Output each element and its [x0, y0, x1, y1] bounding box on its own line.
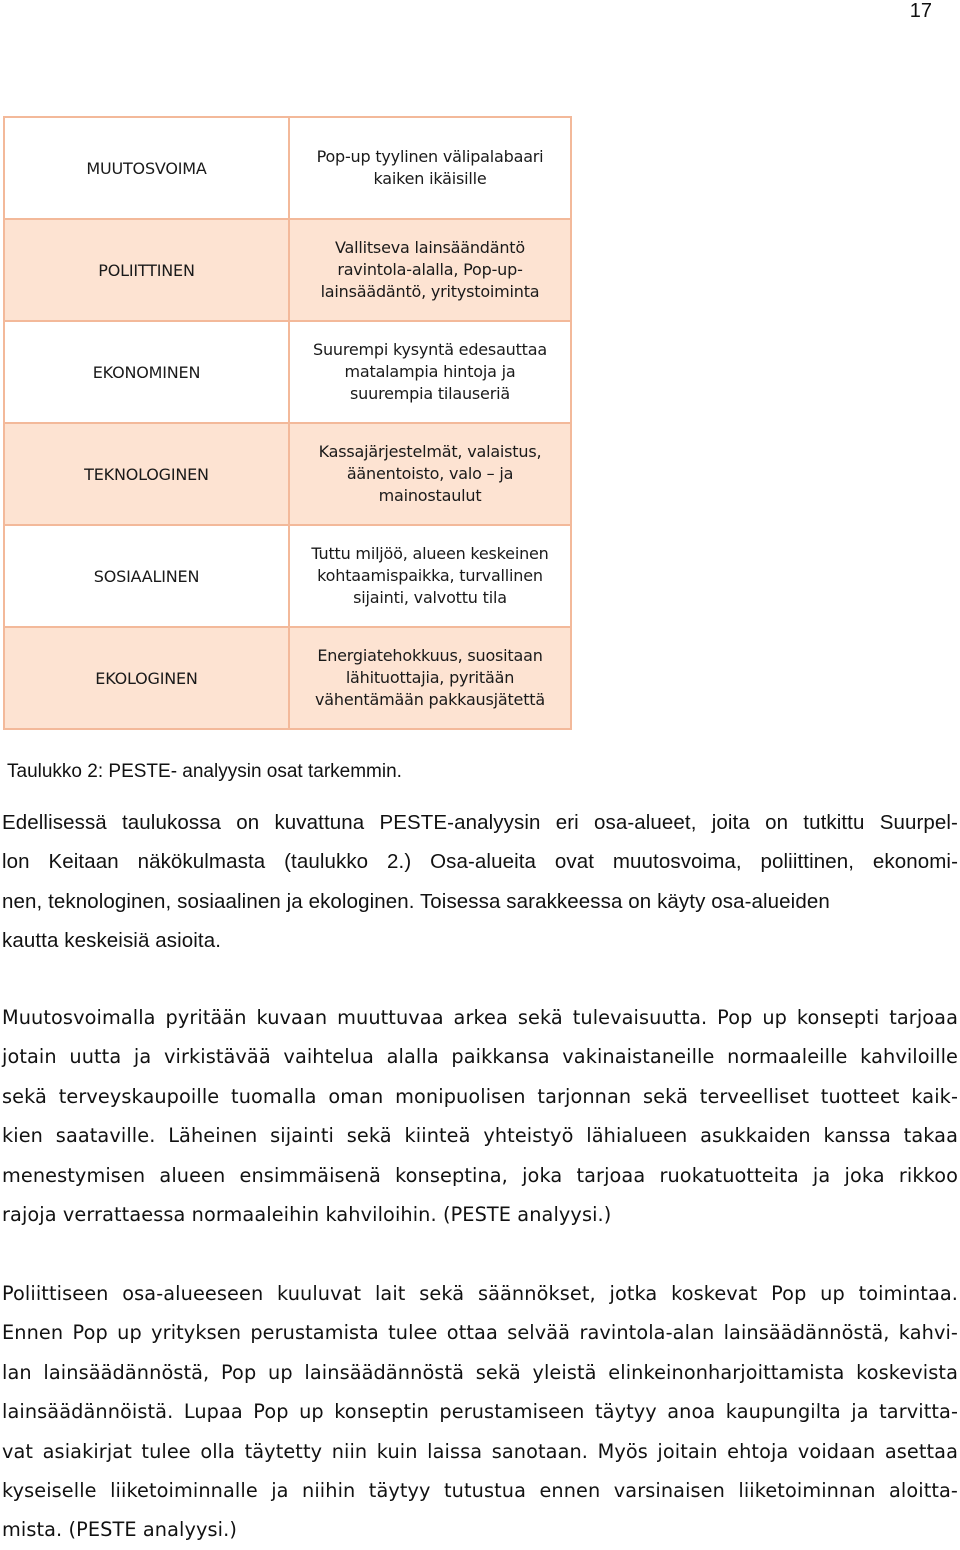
- page-number: 17: [909, 0, 932, 22]
- table-row-muutosvoima: [4, 117, 571, 219]
- paragraph-muutosvoima: [2, 998, 958, 1234]
- row-label-text: EKONOMINEN: [92, 362, 201, 382]
- row-label: [4, 627, 289, 729]
- paragraph-intro: [2, 803, 958, 961]
- paragraph-line: lan lainsäädännöstä, Pop up lainsäädännöstä sekä yleistä elinkeinonharjoittamista koskevista: [2, 1360, 958, 1384]
- row-label: [4, 117, 289, 219]
- paragraph-line: kien saataville. Läheinen sijainti sekä kiinteä yhteistyö lähialueen asukkaiden kanssa takaa: [2, 1124, 958, 1148]
- paragraph-poliittinen: [2, 1274, 958, 1550]
- row-label-text: EKOLOGINEN: [95, 668, 198, 688]
- paragraph-line: Poliittiseen osa-alueeseen kuuluvat lait sekä säännökset, jotka koskevat Pop up toimintaa.: [2, 1282, 958, 1305]
- paragraph-line: vat asiakirjat tulee olla täytetty niin kuin laissa sanotaan. Myös joitain ehtoja voidaan asettaa: [2, 1439, 958, 1463]
- paragraph-line: rajoja verrattaessa normaaleihin kahviloihin. (PESTE analyysi.): [2, 1203, 612, 1227]
- row-description-text: Tuttu miljöö, alueen keskeinen kohtaamispaikka, turvallinen sijainti, valvottu tila: [311, 544, 549, 607]
- paragraph-line: jotain uutta ja virkistävää vaihtelua alalla paikkansa vakinaistaneille normaaleille kahviloille: [2, 1045, 958, 1069]
- paragraph-line: kyseiselle liiketoiminnalle ja niihin täytyy tutustua ennen varsinaisen liiketoiminnan aloitta-: [2, 1479, 958, 1503]
- row-description-text: Energiatehokkuus, suositaan lähituottajia, pyritään vähentämään pakkausjätettä: [315, 646, 545, 709]
- row-description-text: Vallitseva lainsäändäntö ravintola-alalla, Pop-up- lainsäädäntö, yritystoiminta: [320, 238, 540, 301]
- paragraph-line: Ennen Pop up yrityksen perustamista tulee ottaa selvää ravintola-alan lainsäädännöstä, kahvi-: [2, 1321, 958, 1345]
- table-caption: Taulukko 2: PESTE- analyysin osat tarkemmin.: [7, 761, 402, 782]
- paragraph-line: menestymisen alueen ensimmäisenä konseptina, joka tarjoaa ruokatuotteita ja joka rikkoo: [2, 1163, 958, 1187]
- table-row-ekologinen: [4, 627, 571, 729]
- peste-table: [3, 116, 572, 730]
- paragraph-line: Muutosvoimalla pyritään kuvaan muuttuvaa arkea sekä tulevaisuutta. Pop up konsepti tarjoaa: [2, 1006, 958, 1029]
- row-label-text: MUUTOSVOIMA: [86, 158, 207, 178]
- row-description: [289, 117, 571, 219]
- row-label: [4, 525, 289, 627]
- paragraph-line: sekä terveyskaupoille tuomalla oman monipuolisen tarjonnan sekä terveelliset tuotteet kaik-: [2, 1084, 958, 1108]
- table-row-ekonominen: [4, 321, 571, 423]
- row-description-text: Pop-up tyylinen välipalabaari kaiken ikäisille: [316, 147, 544, 188]
- row-label: [4, 423, 289, 525]
- paragraph-line: kautta keskeisiä asioita.: [2, 929, 222, 953]
- row-description-text: Suurempi kysyntä edesauttaa matalampia hintoja ja suurempia tilauseriä: [313, 340, 547, 403]
- row-label-text: SOSIAALINEN: [93, 566, 200, 586]
- paragraph-line: Edellisessä taulukossa on kuvattuna PESTE-analyysin eri osa-alueet, joita on tutkittu Suurpel-: [2, 811, 958, 834]
- row-description: [289, 525, 571, 627]
- row-description: [289, 219, 571, 321]
- paragraph-line: nen, teknologinen, sosiaalinen ja ekologinen. Toisessa sarakkeessa on käyty osa-alueiden: [2, 889, 830, 913]
- paragraph-line: lon Keitaan näkökulmasta (taulukko 2.) Osa-alueita ovat muutosvoima, poliittinen, ekonomi-: [2, 850, 958, 874]
- row-description: [289, 423, 571, 525]
- table-row-teknologinen: [4, 423, 571, 525]
- row-description: [289, 321, 571, 423]
- table-row-sosiaalinen: [4, 525, 571, 627]
- row-label: [4, 321, 289, 423]
- table-row-poliittinen: [4, 219, 571, 321]
- row-description-text: Kassajärjestelmät, valaistus, äänentoisto, valo – ja mainostaulut: [318, 442, 542, 505]
- paragraph-line: lainsäädännöistä. Lupaa Pop up konseptin perustamiseen täytyy anoa kaupungilta ja tarvitta-: [2, 1400, 958, 1424]
- row-description: [289, 627, 571, 729]
- row-label: [4, 219, 289, 321]
- row-label-text: TEKNOLOGINEN: [84, 464, 209, 484]
- row-label-text: POLIITTINEN: [98, 260, 195, 280]
- paragraph-line: mista. (PESTE analyysi.): [2, 1518, 237, 1542]
